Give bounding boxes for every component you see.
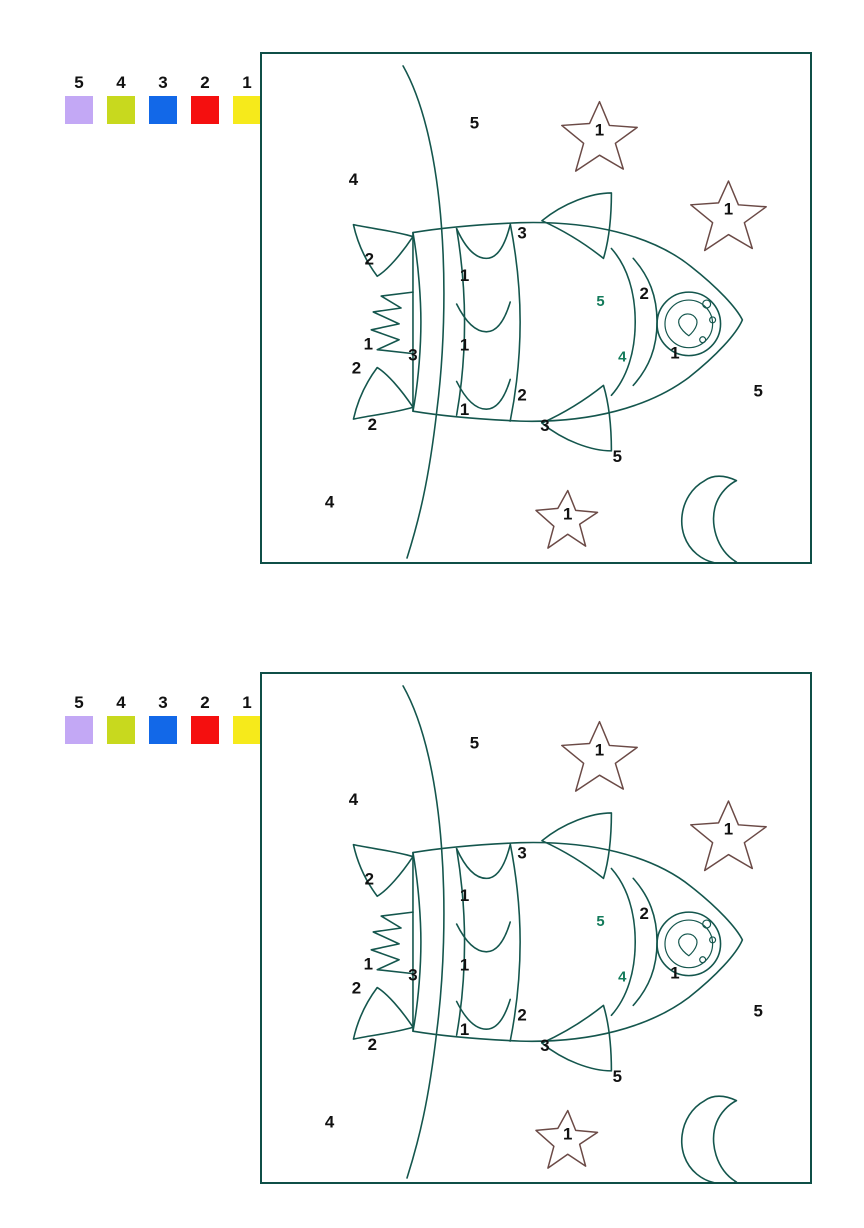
rocket-scene-top xyxy=(262,54,810,562)
label-2-flame-top: 2 xyxy=(364,249,375,269)
label-1-porthole: 1 xyxy=(670,343,680,363)
label-2-zigzag-lower: 2 xyxy=(351,358,362,378)
label-4-planet-upper: 4 xyxy=(348,169,359,189)
label-1-scallop-top: 1 xyxy=(459,266,470,286)
label-4-planet-lower: 4 xyxy=(324,1112,335,1132)
porthole-bubble-3 xyxy=(700,957,706,963)
rocket-band-line-1 xyxy=(413,233,421,412)
label-3-body-left: 3 xyxy=(408,965,418,985)
flame-top xyxy=(353,225,413,277)
crescent-moon xyxy=(682,1096,737,1182)
label-1-porthole: 1 xyxy=(670,963,680,983)
legend-swatch-red xyxy=(191,716,219,744)
planet-horizon-line xyxy=(403,686,444,1178)
legend-swatch-yellow-green xyxy=(107,96,135,124)
label-2-flame-bottom: 2 xyxy=(367,1035,377,1055)
label-2-nose-cone: 2 xyxy=(639,904,649,924)
label-1-scallop-mid: 1 xyxy=(459,335,470,355)
legend-swatch-cell-2 xyxy=(184,716,226,744)
legend-number-1: 1 xyxy=(242,693,252,712)
legend-number-4: 4 xyxy=(116,693,126,712)
rocket-band-line-1 xyxy=(413,853,421,1032)
nose-ring-1 xyxy=(611,248,635,395)
label-5-sky-lower: 5 xyxy=(612,1066,623,1086)
rocket-fin-top xyxy=(542,813,611,878)
legend-swatch-blue xyxy=(149,716,177,744)
porthole-heart xyxy=(679,934,697,956)
color-legend-top xyxy=(58,72,268,124)
legend-swatch-cell-4 xyxy=(100,96,142,124)
label-2-nose-cone: 2 xyxy=(639,284,649,304)
legend-swatch-row xyxy=(58,96,268,124)
label-3-fin-top: 3 xyxy=(517,843,527,863)
porthole-bubble-1 xyxy=(703,920,711,928)
label-1-star-upper-left: 1 xyxy=(594,740,605,760)
label-5-sky-right: 5 xyxy=(753,1001,763,1021)
flame-zigzag xyxy=(371,912,413,974)
label-5-nose-ring: 5 xyxy=(596,914,605,931)
label-1-scallop-bottom: 1 xyxy=(459,1020,470,1040)
legend-swatch-yellow-green xyxy=(107,716,135,744)
legend-swatch-cell-4 xyxy=(100,716,142,744)
legend-number-5: 5 xyxy=(74,73,84,92)
label-3-fin-bottom: 3 xyxy=(540,1036,550,1056)
scallop-top-1 xyxy=(457,225,511,259)
label-4-planet-lower: 4 xyxy=(324,492,335,512)
legend-swatch-cell-2 xyxy=(184,96,226,124)
porthole-heart xyxy=(679,314,697,336)
legend-number-5: 5 xyxy=(74,693,84,712)
worksheet-copy-top xyxy=(0,20,864,600)
legend-swatch-blue xyxy=(149,96,177,124)
nose-ring-2 xyxy=(633,878,657,1005)
nose-ring-2 xyxy=(633,258,657,385)
crescent-moon xyxy=(682,476,737,562)
legend-swatch-yellow xyxy=(233,716,261,744)
label-1-zigzag: 1 xyxy=(363,954,374,974)
planet-horizon-line xyxy=(403,66,444,558)
label-3-fin-bottom: 3 xyxy=(540,416,550,436)
legend-number-2: 2 xyxy=(200,693,210,712)
label-4-nose-ring-2: 4 xyxy=(618,969,627,986)
legend-swatch-cell-5 xyxy=(58,716,100,744)
label-1-star-upper-right: 1 xyxy=(723,819,734,839)
legend-number-4: 4 xyxy=(116,73,126,92)
picture-frame-top xyxy=(260,52,812,564)
legend-swatch-cell-5 xyxy=(58,96,100,124)
label-1-scallop-mid: 1 xyxy=(459,955,470,975)
flame-bottom xyxy=(353,368,413,420)
legend-swatch-yellow xyxy=(233,96,261,124)
label-1-star-lower: 1 xyxy=(563,504,573,524)
flame-zigzag xyxy=(371,292,413,354)
label-2-body-mid: 2 xyxy=(517,1005,527,1025)
label-3-fin-top: 3 xyxy=(517,223,527,243)
flame-top xyxy=(353,845,413,897)
legend-swatch-row xyxy=(58,716,268,744)
label-2-body-mid: 2 xyxy=(517,385,527,405)
label-1-scallop-bottom: 1 xyxy=(459,400,470,420)
legend-number-row xyxy=(58,72,268,94)
legend-number-2: 2 xyxy=(200,73,210,92)
label-5-sky-right: 5 xyxy=(753,381,763,401)
label-2-flame-top: 2 xyxy=(364,869,375,889)
legend-swatch-light-purple xyxy=(65,716,93,744)
legend-swatch-cell-3 xyxy=(142,716,184,744)
label-5-sky-top: 5 xyxy=(469,733,480,753)
picture-frame-bottom xyxy=(260,672,812,1184)
rocket-scene-bottom xyxy=(262,674,810,1182)
legend-swatch-red xyxy=(191,96,219,124)
rocket-porthole-outer xyxy=(657,912,721,976)
color-legend-bottom xyxy=(58,692,268,744)
rocket-fin-top xyxy=(542,193,611,258)
label-1-star-upper-right: 1 xyxy=(723,199,734,219)
scallop-top-1 xyxy=(457,845,511,879)
label-1-star-lower: 1 xyxy=(563,1124,573,1144)
label-3-body-left: 3 xyxy=(408,345,418,365)
label-2-flame-bottom: 2 xyxy=(367,415,377,435)
flame-bottom xyxy=(353,988,413,1040)
label-1-zigzag: 1 xyxy=(363,334,374,354)
worksheet-copy-bottom xyxy=(0,640,864,1220)
rocket-porthole-outer xyxy=(657,292,721,356)
label-2-zigzag-lower: 2 xyxy=(351,978,362,998)
label-4-planet-upper: 4 xyxy=(348,789,359,809)
label-1-scallop-top: 1 xyxy=(459,886,470,906)
label-5-sky-lower: 5 xyxy=(612,446,623,466)
label-4-nose-ring-2: 4 xyxy=(618,349,627,366)
nose-ring-1 xyxy=(611,868,635,1015)
label-1-star-upper-left: 1 xyxy=(594,120,605,140)
label-5-sky-top: 5 xyxy=(469,113,480,133)
legend-swatch-cell-3 xyxy=(142,96,184,124)
porthole-bubble-3 xyxy=(700,337,706,343)
legend-number-1: 1 xyxy=(242,73,252,92)
porthole-bubble-1 xyxy=(703,300,711,308)
legend-number-row xyxy=(58,692,268,714)
legend-number-3: 3 xyxy=(158,73,168,92)
label-5-nose-ring: 5 xyxy=(596,294,605,311)
legend-number-3: 3 xyxy=(158,693,168,712)
legend-swatch-light-purple xyxy=(65,96,93,124)
